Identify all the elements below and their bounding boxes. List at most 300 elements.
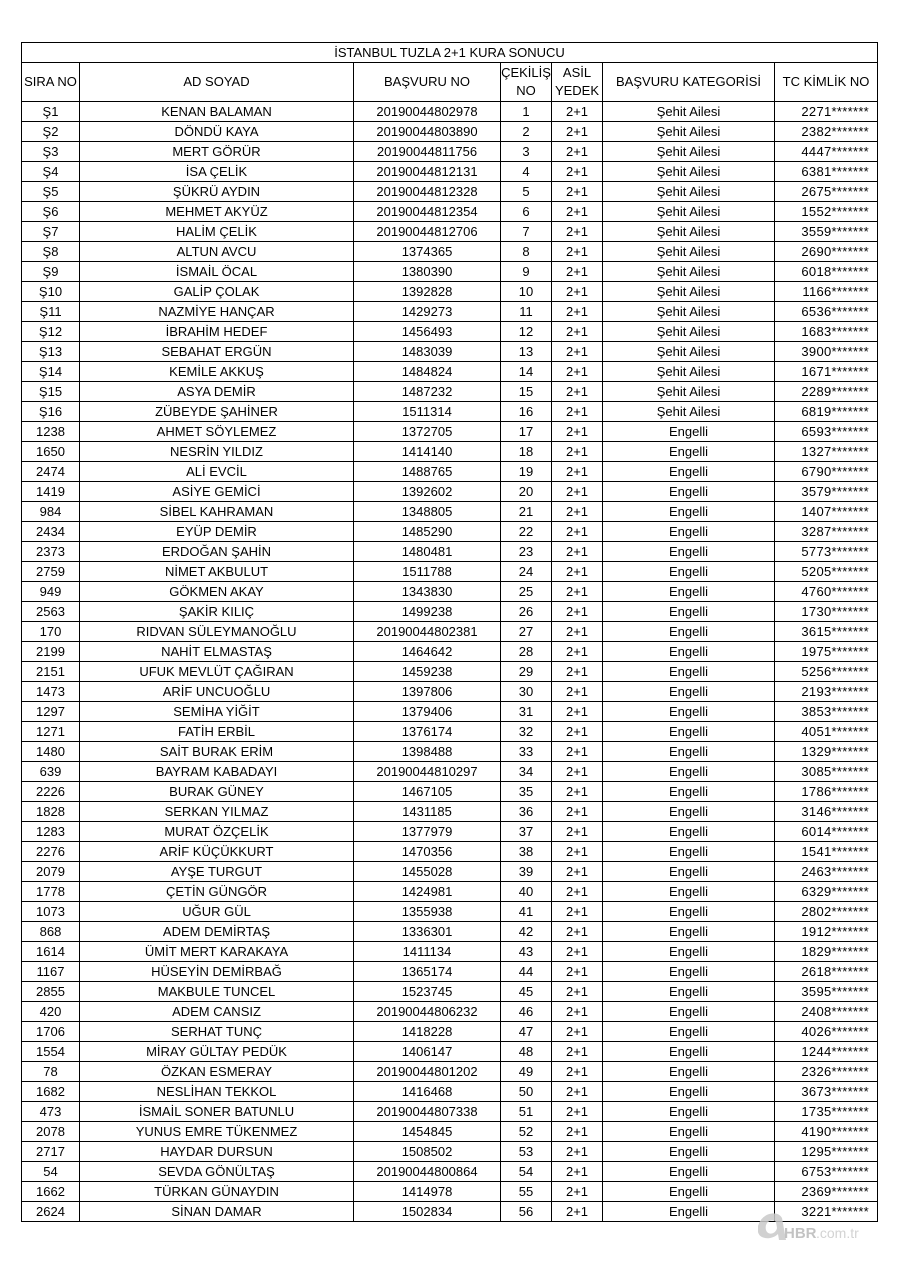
table-row bbox=[22, 1062, 878, 1082]
table-row bbox=[22, 442, 878, 462]
cell-ad-soyad: ŞÜKRÜ AYDIN bbox=[80, 182, 354, 202]
cell-asil-yedek: 2+1 bbox=[552, 942, 603, 962]
cell-cekilis-no: 53 bbox=[501, 1142, 552, 1162]
table-row bbox=[22, 1042, 878, 1062]
cell-tc-kimlik-no: 1829******* bbox=[775, 942, 878, 962]
cell-basvuru-kategorisi: Engelli bbox=[603, 982, 775, 1002]
cell-sira-no: 2151 bbox=[22, 662, 80, 682]
cell-asil-yedek: 2+1 bbox=[552, 1002, 603, 1022]
cell-ad-soyad: ÜMİT MERT KARAKAYA bbox=[80, 942, 354, 962]
table-row bbox=[22, 1182, 878, 1202]
table-row bbox=[22, 962, 878, 982]
cell-basvuru-no: 1397806 bbox=[354, 682, 501, 702]
cell-basvuru-kategorisi: Engelli bbox=[603, 842, 775, 862]
table-row bbox=[22, 742, 878, 762]
cell-sira-no: 639 bbox=[22, 762, 80, 782]
cell-basvuru-kategorisi: Engelli bbox=[603, 782, 775, 802]
cell-tc-kimlik-no: 6536******* bbox=[775, 302, 878, 322]
cell-cekilis-no: 13 bbox=[501, 342, 552, 362]
cell-basvuru-no: 20190044812706 bbox=[354, 222, 501, 242]
cell-tc-kimlik-no: 4051******* bbox=[775, 722, 878, 742]
cell-asil-yedek: 2+1 bbox=[552, 682, 603, 702]
cell-cekilis-no: 23 bbox=[501, 542, 552, 562]
cell-ad-soyad: NESRİN YILDIZ bbox=[80, 442, 354, 462]
cell-sira-no: 1662 bbox=[22, 1182, 80, 1202]
table-row bbox=[22, 502, 878, 522]
cell-basvuru-kategorisi: Engelli bbox=[603, 722, 775, 742]
table-row bbox=[22, 982, 878, 1002]
table-row bbox=[22, 622, 878, 642]
cell-ad-soyad: FATİH ERBİL bbox=[80, 722, 354, 742]
cell-ad-soyad: NİMET AKBULUT bbox=[80, 562, 354, 582]
cell-sira-no: Ş3 bbox=[22, 142, 80, 162]
cell-basvuru-kategorisi: Şehit Ailesi bbox=[603, 362, 775, 382]
cell-ad-soyad: SAİT BURAK ERİM bbox=[80, 742, 354, 762]
table-row bbox=[22, 882, 878, 902]
cell-sira-no: Ş13 bbox=[22, 342, 80, 362]
cell-tc-kimlik-no: 2193******* bbox=[775, 682, 878, 702]
cell-sira-no: 2759 bbox=[22, 562, 80, 582]
table-row bbox=[22, 862, 878, 882]
cell-cekilis-no: 49 bbox=[501, 1062, 552, 1082]
cell-cekilis-no: 7 bbox=[501, 222, 552, 242]
cell-basvuru-no: 1414978 bbox=[354, 1182, 501, 1202]
cell-ad-soyad: İSMAİL SONER BATUNLU bbox=[80, 1102, 354, 1122]
cell-basvuru-no: 1418228 bbox=[354, 1022, 501, 1042]
cell-cekilis-no: 36 bbox=[501, 802, 552, 822]
cell-cekilis-no: 14 bbox=[501, 362, 552, 382]
cell-ad-soyad: UĞUR GÜL bbox=[80, 902, 354, 922]
cell-sira-no: 1614 bbox=[22, 942, 80, 962]
cell-asil-yedek: 2+1 bbox=[552, 862, 603, 882]
cell-sira-no: 2474 bbox=[22, 462, 80, 482]
cell-basvuru-no: 20190044810297 bbox=[354, 762, 501, 782]
cell-sira-no: 2717 bbox=[22, 1142, 80, 1162]
cell-tc-kimlik-no: 3559******* bbox=[775, 222, 878, 242]
cell-ad-soyad: ADEM CANSIZ bbox=[80, 1002, 354, 1022]
cell-sira-no: Ş15 bbox=[22, 382, 80, 402]
cell-asil-yedek: 2+1 bbox=[552, 442, 603, 462]
cell-cekilis-no: 31 bbox=[501, 702, 552, 722]
cell-asil-yedek: 2+1 bbox=[552, 842, 603, 862]
cell-ad-soyad: SERKAN YILMAZ bbox=[80, 802, 354, 822]
cell-basvuru-kategorisi: Engelli bbox=[603, 922, 775, 942]
table-row bbox=[22, 522, 878, 542]
cell-cekilis-no: 54 bbox=[501, 1162, 552, 1182]
cell-ad-soyad: ASİYE GEMİCİ bbox=[80, 482, 354, 502]
table-row bbox=[22, 122, 878, 142]
cell-basvuru-kategorisi: Engelli bbox=[603, 1022, 775, 1042]
cell-basvuru-no: 1523745 bbox=[354, 982, 501, 1002]
cell-basvuru-kategorisi: Engelli bbox=[603, 702, 775, 722]
cell-cekilis-no: 21 bbox=[501, 502, 552, 522]
cell-asil-yedek: 2+1 bbox=[552, 1062, 603, 1082]
cell-sira-no: Ş10 bbox=[22, 282, 80, 302]
cell-ad-soyad: MURAT ÖZÇELİK bbox=[80, 822, 354, 842]
cell-cekilis-no: 18 bbox=[501, 442, 552, 462]
cell-asil-yedek: 2+1 bbox=[552, 722, 603, 742]
cell-asil-yedek: 2+1 bbox=[552, 162, 603, 182]
cell-basvuru-kategorisi: Engelli bbox=[603, 662, 775, 682]
table-row bbox=[22, 462, 878, 482]
table-row bbox=[22, 1102, 878, 1122]
cell-basvuru-no: 1508502 bbox=[354, 1142, 501, 1162]
cell-ad-soyad: RIDVAN SÜLEYMANOĞLU bbox=[80, 622, 354, 642]
cell-sira-no: 1473 bbox=[22, 682, 80, 702]
cell-cekilis-no: 11 bbox=[501, 302, 552, 322]
table-row bbox=[22, 1162, 878, 1182]
cell-basvuru-no: 1377979 bbox=[354, 822, 501, 842]
cell-basvuru-kategorisi: Engelli bbox=[603, 682, 775, 702]
cell-cekilis-no: 35 bbox=[501, 782, 552, 802]
cell-asil-yedek: 2+1 bbox=[552, 762, 603, 782]
cell-tc-kimlik-no: 1786******* bbox=[775, 782, 878, 802]
cell-sira-no: 2276 bbox=[22, 842, 80, 862]
cell-sira-no: Ş4 bbox=[22, 162, 80, 182]
cell-sira-no: 420 bbox=[22, 1002, 80, 1022]
cell-basvuru-kategorisi: Engelli bbox=[603, 1062, 775, 1082]
cell-asil-yedek: 2+1 bbox=[552, 482, 603, 502]
cell-sira-no: 984 bbox=[22, 502, 80, 522]
table-row bbox=[22, 262, 878, 282]
cell-cekilis-no: 9 bbox=[501, 262, 552, 282]
cell-basvuru-kategorisi: Şehit Ailesi bbox=[603, 302, 775, 322]
hbr-watermark-logo bbox=[752, 1200, 882, 1260]
table-row bbox=[22, 582, 878, 602]
cell-sira-no: 2079 bbox=[22, 862, 80, 882]
result-sheet bbox=[21, 42, 877, 1222]
table-row bbox=[22, 142, 878, 162]
cell-ad-soyad: ARİF UNCUOĞLU bbox=[80, 682, 354, 702]
cell-asil-yedek: 2+1 bbox=[552, 362, 603, 382]
cell-basvuru-no: 20190044812328 bbox=[354, 182, 501, 202]
cell-sira-no: 1271 bbox=[22, 722, 80, 742]
table-row bbox=[22, 402, 878, 422]
cell-ad-soyad: AHMET SÖYLEMEZ bbox=[80, 422, 354, 442]
cell-tc-kimlik-no: 6753******* bbox=[775, 1162, 878, 1182]
cell-basvuru-no: 1348805 bbox=[354, 502, 501, 522]
table-title-row bbox=[22, 43, 878, 63]
cell-basvuru-no: 1454845 bbox=[354, 1122, 501, 1142]
cell-ad-soyad: SEMİHA YİĞİT bbox=[80, 702, 354, 722]
cell-asil-yedek: 2+1 bbox=[552, 102, 603, 122]
cell-cekilis-no: 51 bbox=[501, 1102, 552, 1122]
table-row bbox=[22, 842, 878, 862]
cell-basvuru-kategorisi: Engelli bbox=[603, 1182, 775, 1202]
cell-sira-no: Ş1 bbox=[22, 102, 80, 122]
cell-tc-kimlik-no: 1329******* bbox=[775, 742, 878, 762]
table-row bbox=[22, 482, 878, 502]
cell-asil-yedek: 2+1 bbox=[552, 742, 603, 762]
cell-basvuru-no: 1455028 bbox=[354, 862, 501, 882]
table-row bbox=[22, 682, 878, 702]
cell-asil-yedek: 2+1 bbox=[552, 1042, 603, 1062]
cell-basvuru-kategorisi: Engelli bbox=[603, 522, 775, 542]
cell-basvuru-no: 20190044803890 bbox=[354, 122, 501, 142]
cell-basvuru-no: 1459238 bbox=[354, 662, 501, 682]
cell-ad-soyad: TÜRKAN GÜNAYDIN bbox=[80, 1182, 354, 1202]
cell-sira-no: 1283 bbox=[22, 822, 80, 842]
cell-asil-yedek: 2+1 bbox=[552, 602, 603, 622]
cell-cekilis-no: 50 bbox=[501, 1082, 552, 1102]
cell-basvuru-kategorisi: Engelli bbox=[603, 482, 775, 502]
cell-asil-yedek: 2+1 bbox=[552, 182, 603, 202]
cell-asil-yedek: 2+1 bbox=[552, 902, 603, 922]
cell-basvuru-no: 1470356 bbox=[354, 842, 501, 862]
cell-basvuru-no: 1487232 bbox=[354, 382, 501, 402]
cell-cekilis-no: 25 bbox=[501, 582, 552, 602]
cell-ad-soyad: DÖNDÜ KAYA bbox=[80, 122, 354, 142]
cell-sira-no: Ş11 bbox=[22, 302, 80, 322]
cell-cekilis-no: 22 bbox=[501, 522, 552, 542]
cell-basvuru-kategorisi: Engelli bbox=[603, 742, 775, 762]
cell-sira-no: Ş7 bbox=[22, 222, 80, 242]
cell-basvuru-kategorisi: Engelli bbox=[603, 762, 775, 782]
cell-ad-soyad: BAYRAM KABADAYI bbox=[80, 762, 354, 782]
cell-sira-no: 54 bbox=[22, 1162, 80, 1182]
cell-basvuru-kategorisi: Şehit Ailesi bbox=[603, 342, 775, 362]
cell-tc-kimlik-no: 3146******* bbox=[775, 802, 878, 822]
cell-ad-soyad: NAHİT ELMASTAŞ bbox=[80, 642, 354, 662]
cell-cekilis-no: 30 bbox=[501, 682, 552, 702]
cell-asil-yedek: 2+1 bbox=[552, 342, 603, 362]
cell-asil-yedek: 2+1 bbox=[552, 962, 603, 982]
cell-cekilis-no: 34 bbox=[501, 762, 552, 782]
cell-tc-kimlik-no: 5205******* bbox=[775, 562, 878, 582]
cell-sira-no: Ş16 bbox=[22, 402, 80, 422]
cell-basvuru-no: 1480481 bbox=[354, 542, 501, 562]
cell-basvuru-no: 1336301 bbox=[354, 922, 501, 942]
cell-sira-no: 1297 bbox=[22, 702, 80, 722]
cell-cekilis-no: 48 bbox=[501, 1042, 552, 1062]
col-header-tc-kimlik-no: TC KİMLİK NO bbox=[775, 63, 878, 102]
cell-cekilis-no: 3 bbox=[501, 142, 552, 162]
cell-ad-soyad: NAZMİYE HANÇAR bbox=[80, 302, 354, 322]
cell-basvuru-no: 20190044806232 bbox=[354, 1002, 501, 1022]
cell-cekilis-no: 40 bbox=[501, 882, 552, 902]
cell-ad-soyad: ZÜBEYDE ŞAHİNER bbox=[80, 402, 354, 422]
cell-ad-soyad: ARİF KÜÇÜKKURT bbox=[80, 842, 354, 862]
cell-asil-yedek: 2+1 bbox=[552, 1202, 603, 1222]
table-row bbox=[22, 702, 878, 722]
cell-basvuru-no: 20190044800864 bbox=[354, 1162, 501, 1182]
cell-tc-kimlik-no: 2326******* bbox=[775, 1062, 878, 1082]
cell-basvuru-kategorisi: Şehit Ailesi bbox=[603, 162, 775, 182]
cell-ad-soyad: MAKBULE TUNCEL bbox=[80, 982, 354, 1002]
cell-cekilis-no: 32 bbox=[501, 722, 552, 742]
table-row bbox=[22, 242, 878, 262]
cell-cekilis-no: 16 bbox=[501, 402, 552, 422]
cell-cekilis-no: 33 bbox=[501, 742, 552, 762]
cell-basvuru-no: 1431185 bbox=[354, 802, 501, 822]
cell-cekilis-no: 27 bbox=[501, 622, 552, 642]
cell-basvuru-kategorisi: Engelli bbox=[603, 802, 775, 822]
table-row bbox=[22, 202, 878, 222]
cell-cekilis-no: 56 bbox=[501, 1202, 552, 1222]
cell-basvuru-no: 1355938 bbox=[354, 902, 501, 922]
cell-ad-soyad: ERDOĞAN ŞAHİN bbox=[80, 542, 354, 562]
watermark-a-icon bbox=[758, 1213, 786, 1240]
cell-ad-soyad: ŞAKİR KILIÇ bbox=[80, 602, 354, 622]
cell-basvuru-no: 1414140 bbox=[354, 442, 501, 462]
cell-basvuru-kategorisi: Şehit Ailesi bbox=[603, 222, 775, 242]
cell-tc-kimlik-no: 3595******* bbox=[775, 982, 878, 1002]
cell-asil-yedek: 2+1 bbox=[552, 782, 603, 802]
cell-ad-soyad: HÜSEYİN DEMİRBAĞ bbox=[80, 962, 354, 982]
cell-basvuru-no: 1343830 bbox=[354, 582, 501, 602]
table-row bbox=[22, 602, 878, 622]
cell-tc-kimlik-no: 1327******* bbox=[775, 442, 878, 462]
cell-basvuru-no: 1502834 bbox=[354, 1202, 501, 1222]
cell-asil-yedek: 2+1 bbox=[552, 642, 603, 662]
cell-tc-kimlik-no: 2675******* bbox=[775, 182, 878, 202]
cell-basvuru-kategorisi: Engelli bbox=[603, 1142, 775, 1162]
cell-sira-no: 2373 bbox=[22, 542, 80, 562]
cell-sira-no: Ş9 bbox=[22, 262, 80, 282]
cell-tc-kimlik-no: 2802******* bbox=[775, 902, 878, 922]
cell-tc-kimlik-no: 6790******* bbox=[775, 462, 878, 482]
cell-basvuru-no: 1416468 bbox=[354, 1082, 501, 1102]
cell-tc-kimlik-no: 1730******* bbox=[775, 602, 878, 622]
cell-ad-soyad: SERHAT TUNÇ bbox=[80, 1022, 354, 1042]
cell-ad-soyad: SİNAN DAMAR bbox=[80, 1202, 354, 1222]
cell-asil-yedek: 2+1 bbox=[552, 1162, 603, 1182]
table-row bbox=[22, 822, 878, 842]
cell-asil-yedek: 2+1 bbox=[552, 982, 603, 1002]
lottery-results-table bbox=[21, 42, 878, 1222]
cell-tc-kimlik-no: 2271******* bbox=[775, 102, 878, 122]
table-row bbox=[22, 942, 878, 962]
cell-tc-kimlik-no: 1295******* bbox=[775, 1142, 878, 1162]
cell-asil-yedek: 2+1 bbox=[552, 502, 603, 522]
cell-basvuru-kategorisi: Engelli bbox=[603, 502, 775, 522]
cell-tc-kimlik-no: 1166******* bbox=[775, 282, 878, 302]
cell-tc-kimlik-no: 6018******* bbox=[775, 262, 878, 282]
cell-sira-no: Ş12 bbox=[22, 322, 80, 342]
cell-tc-kimlik-no: 4447******* bbox=[775, 142, 878, 162]
cell-basvuru-kategorisi: Şehit Ailesi bbox=[603, 262, 775, 282]
cell-tc-kimlik-no: 6014******* bbox=[775, 822, 878, 842]
cell-sira-no: 868 bbox=[22, 922, 80, 942]
cell-tc-kimlik-no: 6381******* bbox=[775, 162, 878, 182]
col-header-basvuru-kategorisi: BAŞVURU KATEGORİSİ bbox=[603, 63, 775, 102]
cell-tc-kimlik-no: 3615******* bbox=[775, 622, 878, 642]
table-row bbox=[22, 382, 878, 402]
cell-tc-kimlik-no: 3085******* bbox=[775, 762, 878, 782]
cell-sira-no: 1554 bbox=[22, 1042, 80, 1062]
cell-tc-kimlik-no: 6819******* bbox=[775, 402, 878, 422]
cell-ad-soyad: SİBEL KAHRAMAN bbox=[80, 502, 354, 522]
table-row bbox=[22, 422, 878, 442]
cell-ad-soyad: UFUK MEVLÜT ÇAĞIRAN bbox=[80, 662, 354, 682]
cell-sira-no: 1480 bbox=[22, 742, 80, 762]
table-row bbox=[22, 1082, 878, 1102]
cell-sira-no: 2226 bbox=[22, 782, 80, 802]
cell-ad-soyad: İBRAHİM HEDEF bbox=[80, 322, 354, 342]
col-header-asil-yedek: ASİL YEDEK bbox=[552, 63, 603, 102]
cell-basvuru-kategorisi: Şehit Ailesi bbox=[603, 182, 775, 202]
cell-basvuru-kategorisi: Şehit Ailesi bbox=[603, 122, 775, 142]
cell-cekilis-no: 52 bbox=[501, 1122, 552, 1142]
cell-cekilis-no: 45 bbox=[501, 982, 552, 1002]
cell-tc-kimlik-no: 2690******* bbox=[775, 242, 878, 262]
cell-sira-no: 2078 bbox=[22, 1122, 80, 1142]
cell-ad-soyad: GÖKMEN AKAY bbox=[80, 582, 354, 602]
cell-basvuru-kategorisi: Şehit Ailesi bbox=[603, 282, 775, 302]
cell-basvuru-kategorisi: Engelli bbox=[603, 962, 775, 982]
cell-cekilis-no: 1 bbox=[501, 102, 552, 122]
cell-basvuru-no: 1484824 bbox=[354, 362, 501, 382]
cell-asil-yedek: 2+1 bbox=[552, 1102, 603, 1122]
cell-sira-no: Ş8 bbox=[22, 242, 80, 262]
cell-sira-no: 2563 bbox=[22, 602, 80, 622]
cell-tc-kimlik-no: 1975******* bbox=[775, 642, 878, 662]
cell-basvuru-kategorisi: Şehit Ailesi bbox=[603, 242, 775, 262]
cell-cekilis-no: 24 bbox=[501, 562, 552, 582]
table-row bbox=[22, 722, 878, 742]
cell-basvuru-kategorisi: Şehit Ailesi bbox=[603, 102, 775, 122]
cell-tc-kimlik-no: 5773******* bbox=[775, 542, 878, 562]
cell-sira-no: 170 bbox=[22, 622, 80, 642]
cell-cekilis-no: 47 bbox=[501, 1022, 552, 1042]
cell-ad-soyad: ASYA DEMİR bbox=[80, 382, 354, 402]
table-row bbox=[22, 302, 878, 322]
cell-basvuru-kategorisi: Şehit Ailesi bbox=[603, 382, 775, 402]
cell-basvuru-kategorisi: Engelli bbox=[603, 622, 775, 642]
cell-basvuru-no: 20190044812131 bbox=[354, 162, 501, 182]
table-row bbox=[22, 182, 878, 202]
cell-ad-soyad: SEVDA GÖNÜLTAŞ bbox=[80, 1162, 354, 1182]
cell-ad-soyad: KEMİLE AKKUŞ bbox=[80, 362, 354, 382]
cell-tc-kimlik-no: 2369******* bbox=[775, 1182, 878, 1202]
cell-basvuru-no: 20190044802978 bbox=[354, 102, 501, 122]
cell-basvuru-no: 1424981 bbox=[354, 882, 501, 902]
cell-sira-no: 473 bbox=[22, 1102, 80, 1122]
cell-basvuru-no: 1429273 bbox=[354, 302, 501, 322]
cell-basvuru-no: 1511788 bbox=[354, 562, 501, 582]
cell-basvuru-kategorisi: Engelli bbox=[603, 1002, 775, 1022]
cell-tc-kimlik-no: 6329******* bbox=[775, 882, 878, 902]
table-row bbox=[22, 642, 878, 662]
cell-basvuru-kategorisi: Engelli bbox=[603, 862, 775, 882]
cell-basvuru-kategorisi: Engelli bbox=[603, 1082, 775, 1102]
cell-cekilis-no: 55 bbox=[501, 1182, 552, 1202]
cell-sira-no: 2624 bbox=[22, 1202, 80, 1222]
cell-tc-kimlik-no: 3900******* bbox=[775, 342, 878, 362]
cell-tc-kimlik-no: 1552******* bbox=[775, 202, 878, 222]
cell-basvuru-kategorisi: Şehit Ailesi bbox=[603, 402, 775, 422]
table-row bbox=[22, 662, 878, 682]
cell-basvuru-kategorisi: Engelli bbox=[603, 642, 775, 662]
cell-tc-kimlik-no: 1407******* bbox=[775, 502, 878, 522]
cell-basvuru-no: 1464642 bbox=[354, 642, 501, 662]
cell-sira-no: 78 bbox=[22, 1062, 80, 1082]
cell-cekilis-no: 10 bbox=[501, 282, 552, 302]
cell-tc-kimlik-no: 1735******* bbox=[775, 1102, 878, 1122]
cell-ad-soyad: NESLİHAN TEKKOL bbox=[80, 1082, 354, 1102]
cell-ad-soyad: ÇETİN GÜNGÖR bbox=[80, 882, 354, 902]
table-row bbox=[22, 1122, 878, 1142]
cell-sira-no: Ş2 bbox=[22, 122, 80, 142]
cell-cekilis-no: 29 bbox=[501, 662, 552, 682]
cell-basvuru-no: 1365174 bbox=[354, 962, 501, 982]
cell-asil-yedek: 2+1 bbox=[552, 202, 603, 222]
cell-ad-soyad: AYŞE TURGUT bbox=[80, 862, 354, 882]
cell-tc-kimlik-no: 3287******* bbox=[775, 522, 878, 542]
cell-cekilis-no: 15 bbox=[501, 382, 552, 402]
cell-asil-yedek: 2+1 bbox=[552, 382, 603, 402]
cell-basvuru-kategorisi: Engelli bbox=[603, 582, 775, 602]
